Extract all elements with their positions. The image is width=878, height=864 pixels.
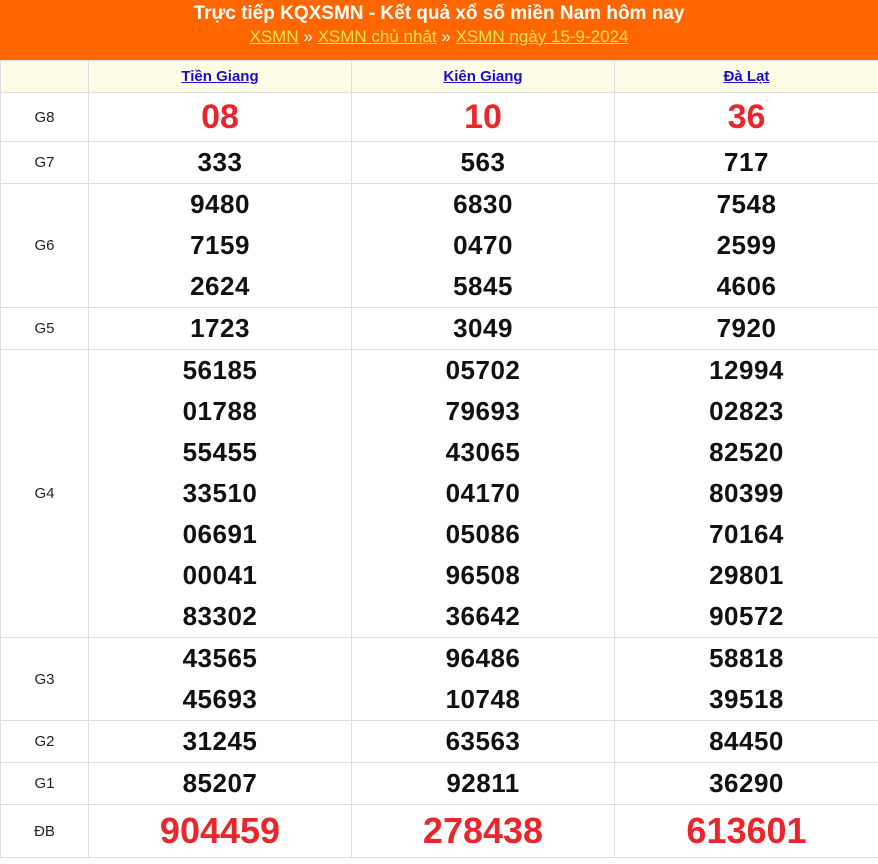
header-blank-cell bbox=[1, 61, 89, 93]
prize-row-g8 bbox=[1, 93, 878, 142]
winning-number: 02823 bbox=[709, 396, 784, 426]
winning-number: 904459 bbox=[159, 810, 281, 851]
winning-number: 84450 bbox=[709, 726, 784, 756]
prize-label: ĐB bbox=[1, 805, 89, 858]
prize-cell bbox=[89, 638, 352, 721]
winning-number: 05086 bbox=[445, 519, 521, 549]
winning-number: 717 bbox=[724, 147, 769, 177]
prize-cell bbox=[352, 638, 615, 721]
prize-cell bbox=[89, 93, 352, 142]
page-header bbox=[0, 0, 878, 60]
prize-row-g2 bbox=[1, 721, 878, 763]
prize-cell bbox=[352, 93, 615, 142]
breadcrumb-xsmn-sunday-link[interactable]: XSMN chủ nhật bbox=[317, 27, 437, 46]
breadcrumb-xsmn-date-link[interactable]: XSMN ngày 15-9-2024 bbox=[455, 27, 629, 46]
winning-number: 04170 bbox=[445, 478, 521, 508]
prize-cell bbox=[352, 142, 615, 184]
prize-cell bbox=[352, 308, 615, 350]
winning-number: 85207 bbox=[182, 768, 258, 798]
winning-number: 58818 bbox=[709, 643, 784, 673]
winning-number: 563 bbox=[460, 147, 506, 177]
prize-cell bbox=[352, 721, 615, 763]
winning-number: 7159 bbox=[190, 230, 250, 260]
winning-number: 39518 bbox=[709, 684, 784, 714]
winning-number: 333 bbox=[197, 147, 243, 177]
winning-number: 5845 bbox=[453, 271, 513, 301]
prize-row-g3 bbox=[1, 638, 878, 721]
province-header bbox=[615, 61, 878, 93]
prize-cell bbox=[615, 805, 878, 858]
winning-number: 43565 bbox=[182, 643, 258, 673]
winning-number: 278438 bbox=[422, 810, 544, 851]
winning-number: 36 bbox=[727, 98, 766, 136]
winning-number: 3049 bbox=[453, 313, 513, 343]
winning-number: 2624 bbox=[190, 271, 250, 301]
prize-cell bbox=[89, 805, 352, 858]
winning-number: 92811 bbox=[446, 768, 520, 798]
prize-cell bbox=[615, 142, 878, 184]
winning-number: 43065 bbox=[445, 437, 521, 467]
prize-cell bbox=[352, 184, 615, 308]
winning-number: 12994 bbox=[709, 355, 784, 385]
winning-number: 7548 bbox=[716, 189, 777, 219]
prize-cell bbox=[615, 308, 878, 350]
prize-row-g7 bbox=[1, 142, 878, 184]
winning-number: 96486 bbox=[445, 643, 521, 673]
winning-number: 79693 bbox=[445, 396, 521, 426]
winning-number: 90572 bbox=[709, 601, 784, 631]
prize-cell bbox=[352, 763, 615, 805]
prize-cell bbox=[615, 721, 878, 763]
prize-cell bbox=[615, 350, 878, 638]
winning-number: 36290 bbox=[709, 768, 784, 798]
winning-number: 613601 bbox=[686, 810, 807, 851]
prize-label: G1 bbox=[1, 763, 89, 805]
prize-label: G8 bbox=[1, 93, 89, 142]
winning-number: 80399 bbox=[709, 478, 784, 508]
prize-cell bbox=[89, 763, 352, 805]
province-header bbox=[89, 61, 352, 93]
winning-number: 63563 bbox=[445, 726, 521, 756]
winning-number: 45693 bbox=[182, 684, 258, 714]
winning-number: 00041 bbox=[182, 560, 258, 590]
prize-row-g4 bbox=[1, 350, 878, 638]
breadcrumb-separator: » bbox=[441, 27, 451, 46]
province-link-kien-giang[interactable]: Kiên Giang bbox=[443, 68, 523, 85]
province-link-tien-giang[interactable]: Tiền Giang bbox=[181, 68, 259, 85]
prize-row-db bbox=[1, 805, 878, 858]
winning-number: 9480 bbox=[190, 189, 250, 219]
prize-cell bbox=[89, 721, 352, 763]
breadcrumb-separator: » bbox=[303, 27, 313, 46]
winning-number: 55455 bbox=[182, 437, 258, 467]
winning-number: 31245 bbox=[182, 726, 258, 756]
winning-number: 70164 bbox=[709, 519, 784, 549]
prize-cell bbox=[89, 184, 352, 308]
province-link-da-lat[interactable]: Đà Lạt bbox=[723, 68, 770, 85]
breadcrumb-xsmn-link[interactable]: XSMN bbox=[249, 27, 299, 46]
winning-number: 08 bbox=[201, 98, 239, 136]
breadcrumb bbox=[0, 26, 878, 48]
prize-label: G3 bbox=[1, 638, 89, 721]
results-body bbox=[1, 93, 878, 858]
prize-cell bbox=[89, 142, 352, 184]
prize-cell bbox=[352, 805, 615, 858]
prize-cell bbox=[89, 308, 352, 350]
winning-number: 83302 bbox=[182, 601, 258, 631]
prize-cell bbox=[352, 350, 615, 638]
winning-number: 96508 bbox=[445, 560, 521, 590]
winning-number: 82520 bbox=[709, 437, 784, 467]
prize-label: G7 bbox=[1, 142, 89, 184]
prize-row-g1 bbox=[1, 763, 878, 805]
winning-number: 05702 bbox=[445, 355, 521, 385]
prize-label: G5 bbox=[1, 308, 89, 350]
prize-cell bbox=[89, 350, 352, 638]
winning-number: 06691 bbox=[182, 519, 258, 549]
winning-number: 7920 bbox=[716, 313, 777, 343]
winning-number: 10 bbox=[464, 98, 502, 136]
prize-cell bbox=[615, 93, 878, 142]
prize-label: G6 bbox=[1, 184, 89, 308]
winning-number: 4606 bbox=[716, 271, 777, 301]
winning-number: 33510 bbox=[182, 478, 258, 508]
winning-number: 36642 bbox=[445, 601, 521, 631]
winning-number: 10748 bbox=[445, 684, 521, 714]
results-table bbox=[0, 60, 878, 858]
winning-number: 6830 bbox=[453, 189, 513, 219]
prize-cell bbox=[615, 638, 878, 721]
winning-number: 01788 bbox=[182, 396, 258, 426]
winning-number: 56185 bbox=[182, 355, 258, 385]
winning-number: 29801 bbox=[709, 560, 784, 590]
winning-number: 2599 bbox=[716, 230, 777, 260]
page-title: Trực tiếp KQXSMN - Kết quả xổ số miền Nam hôm nay bbox=[193, 3, 685, 24]
prize-cell bbox=[615, 184, 878, 308]
prize-label: G4 bbox=[1, 350, 89, 638]
prize-label: G2 bbox=[1, 721, 89, 763]
province-header-row bbox=[1, 61, 878, 93]
winning-number: 0470 bbox=[453, 230, 513, 260]
winning-number: 1723 bbox=[190, 313, 250, 343]
prize-cell bbox=[615, 763, 878, 805]
prize-row-g6 bbox=[1, 184, 878, 308]
province-header bbox=[352, 61, 615, 93]
prize-row-g5 bbox=[1, 308, 878, 350]
